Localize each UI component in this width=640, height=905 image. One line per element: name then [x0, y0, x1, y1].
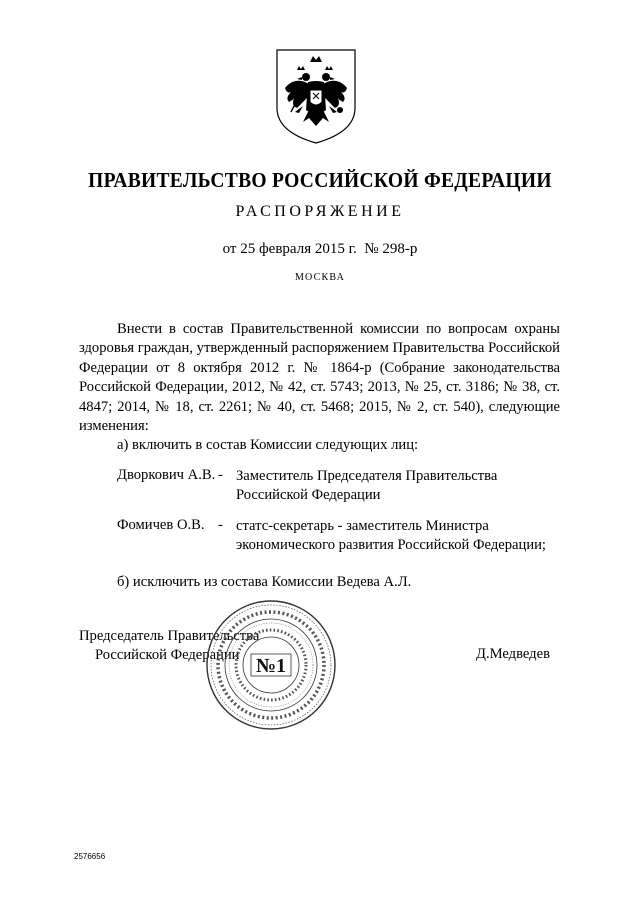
doc-date-number: от 25 февраля 2015 г. № 298-р: [222, 241, 418, 257]
signatory-name: Д.Медведев: [476, 646, 550, 662]
official-seal-icon: [204, 598, 338, 732]
person-role: [236, 467, 566, 506]
person-name: Фомичев О.В.: [117, 517, 205, 533]
city-label: МОСКВА: [294, 272, 346, 283]
person-role: [236, 517, 566, 556]
signatory-position-line: Председатель Правительства: [79, 628, 260, 644]
coat-of-arms-icon: [273, 46, 359, 146]
person-dash: -: [218, 467, 223, 483]
doc-type-title: РАСПОРЯЖЕНИЕ: [235, 203, 405, 220]
seal-number: №1: [255, 655, 287, 677]
org-title: ПРАВИТЕЛЬСТВО РОССИЙСКОЙ ФЕДЕРАЦИИ: [88, 168, 552, 192]
signatory-position-line: Российской Федерации: [95, 647, 240, 664]
item-a-text: а) включить в состав Комиссии следующих лиц:: [117, 437, 419, 453]
person-name: Дворкович А.В.: [117, 467, 216, 483]
person-role-line: экономического развития Российской Федерации;: [236, 537, 546, 554]
item-b-text: б) исключить из состава Комиссии Ведева А.Л.: [117, 574, 412, 590]
person-dash: -: [218, 517, 223, 533]
person-role-line: Заместитель Председателя Правительства: [236, 468, 498, 484]
person-role-line: Российской Федерации: [236, 487, 381, 504]
document-code: 2576656: [74, 852, 106, 861]
person-role-line: статс-секретарь - заместитель Министра: [236, 518, 489, 534]
main-paragraph: Внести в состав Правительственной комиссии по вопросам охраны здоровья граждан, утвержденный распоряжением Правительства Российской Федерации от 8 октября 2012 г. № 1864-р (Собрание законодательства Российской Федерации, 2012, № 42, ст. 5743; 2013, № 25, ст. 3186; № 38, ст. 4847; 2014, № 18, ст. 2261; № 40, ст. 5468; 2015, № 2, ст. 540), следующие изменения:: [79, 321, 560, 435]
